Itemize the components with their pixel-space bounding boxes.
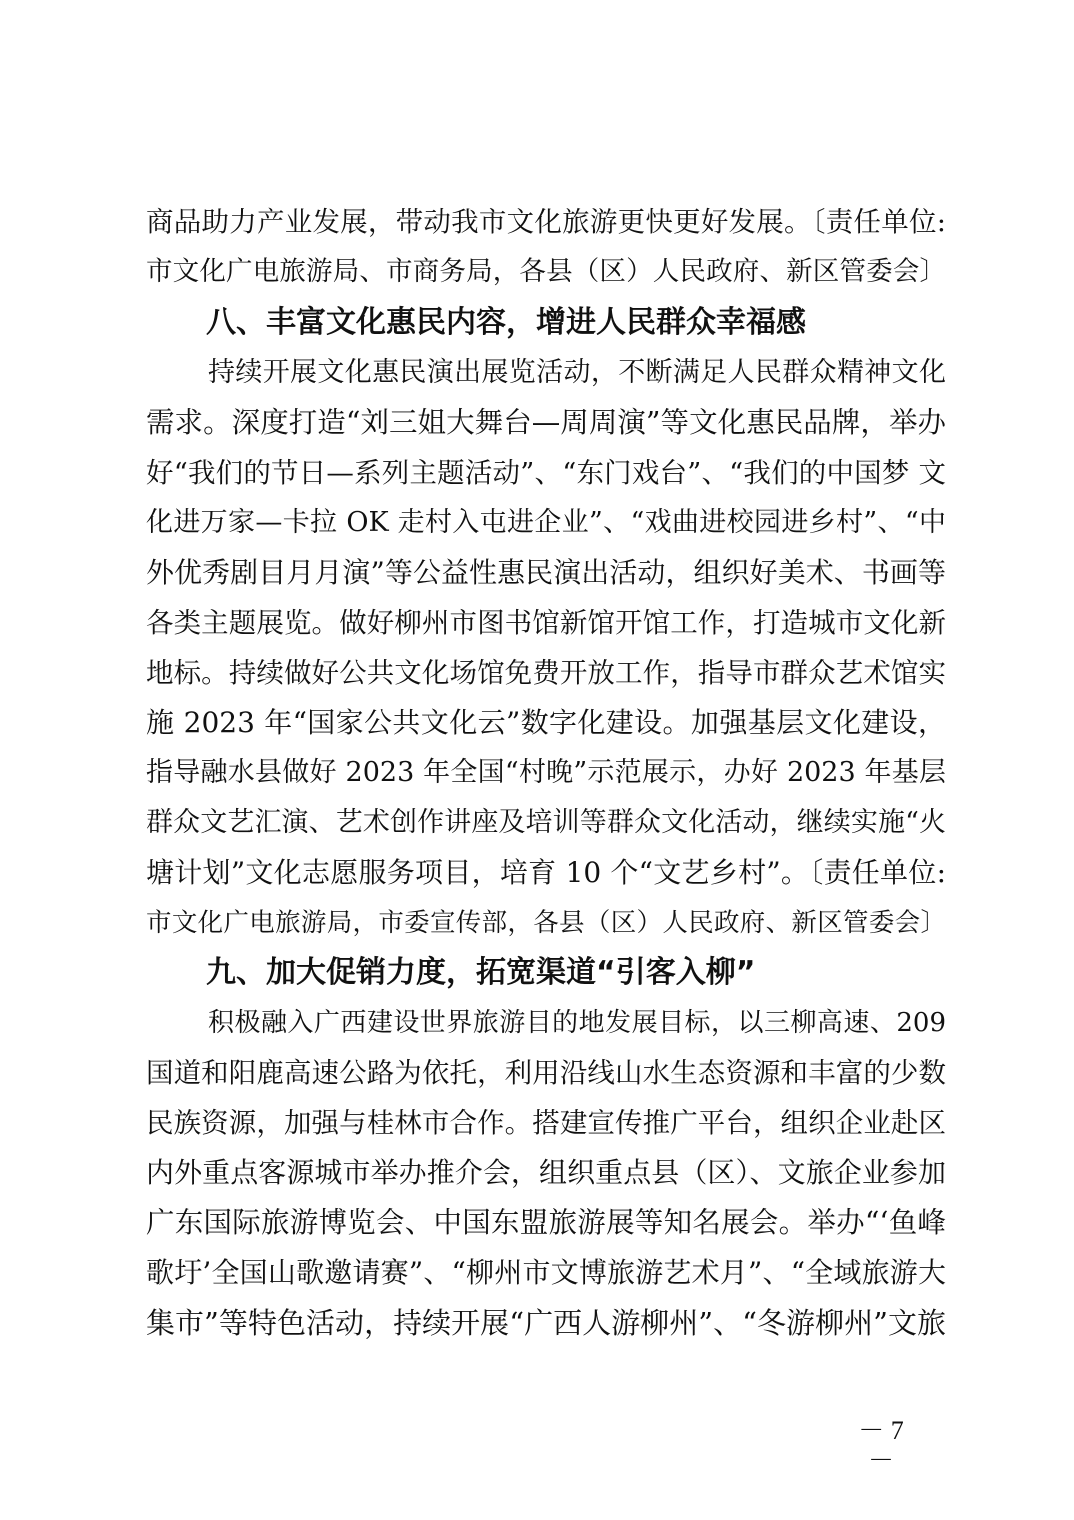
paragraph-line: 化进万家—卡拉 OK 走村入屯进企业”、“戏曲进校园进乡村”、“中 xyxy=(146,507,946,538)
paragraph-line: 指导融水县做好 2023 年全国“村晚”示范展示，办好 2023 年基层 xyxy=(146,757,946,788)
paragraph-line: 歌圩’全国山歌邀请赛”、“柳州市文博旅游艺术月”、“全域旅游大 xyxy=(146,1256,946,1289)
page-number: － 7 － xyxy=(858,1416,904,1475)
section-heading-8: 八、丰富文化惠民内容，增进人民群众幸福感 xyxy=(206,305,806,340)
paragraph-line: 持续开展文化惠民演出展览活动，不断满足人民群众精神文化 xyxy=(208,357,946,388)
paragraph-line: 好“我们的节日—系列主题活动”、“东门戏台”、“我们的中国梦 文 xyxy=(146,457,946,489)
paragraph-line: 外优秀剧目月月演”等公益性惠民演出活动，组织好美术、书画等 xyxy=(146,556,946,589)
paragraph-line: 需求。深度打造“刘三姐大舞台—周周演”等文化惠民品牌，举办 xyxy=(146,406,946,439)
paragraph-line: 国道和阳鹿高速公路为依托，利用沿线山水生态资源和丰富的少数 xyxy=(146,1057,946,1089)
paragraph-line: 各类主题展览。做好柳州市图书馆新馆开馆工作，打造城市文化新 xyxy=(146,607,946,639)
paragraph-line: 积极融入广西建设世界旅游目的地发展目标，以三柳高速、209 xyxy=(208,1008,946,1038)
paragraph-line: 施 2023 年“国家公共文化云”数字化建设。加强基层文化建设， xyxy=(146,706,946,739)
section-heading-9: 九、加大促销力度，拓宽渠道“引客入柳” xyxy=(206,955,756,990)
paragraph-line: 集市”等特色活动，持续开展“广西人游柳州”、“冬游柳州”文旅 xyxy=(146,1306,946,1340)
paragraph-line: 商品助力产业发展，带动我市文化旅游更快更好发展。〔责任单位: xyxy=(146,206,946,238)
paragraph-line: 群众文艺汇演、艺术创作讲座及培训等群众文化活动，继续实施“火 xyxy=(146,807,946,838)
paragraph-line: 市文化广电旅游局，市委宣传部，各县（区）人民政府、新区管委会〕 xyxy=(146,908,946,938)
paragraph-line: 内外重点客源城市举办推介会，组织重点县（区）、文旅企业参加 xyxy=(146,1156,946,1189)
paragraph-line: 民族资源，加强与桂林市合作。搭建宣传推广平台，组织企业赴区 xyxy=(146,1107,946,1139)
paragraph-line: 市文化广电旅游局、市商务局，各县（区）人民政府、新区管委会〕 xyxy=(146,256,946,287)
paragraph-line: 广东国际旅游博览会、中国东盟旅游展等知名展会。举办“‘鱼峰 xyxy=(146,1206,946,1239)
paragraph-line: 地标。持续做好公共文化场馆免费开放工作，指导市群众艺术馆实 xyxy=(146,657,946,689)
paragraph-line: 塘计划”文化志愿服务项目，培育 10 个“文艺乡村”。〔责任单位: xyxy=(146,856,946,889)
